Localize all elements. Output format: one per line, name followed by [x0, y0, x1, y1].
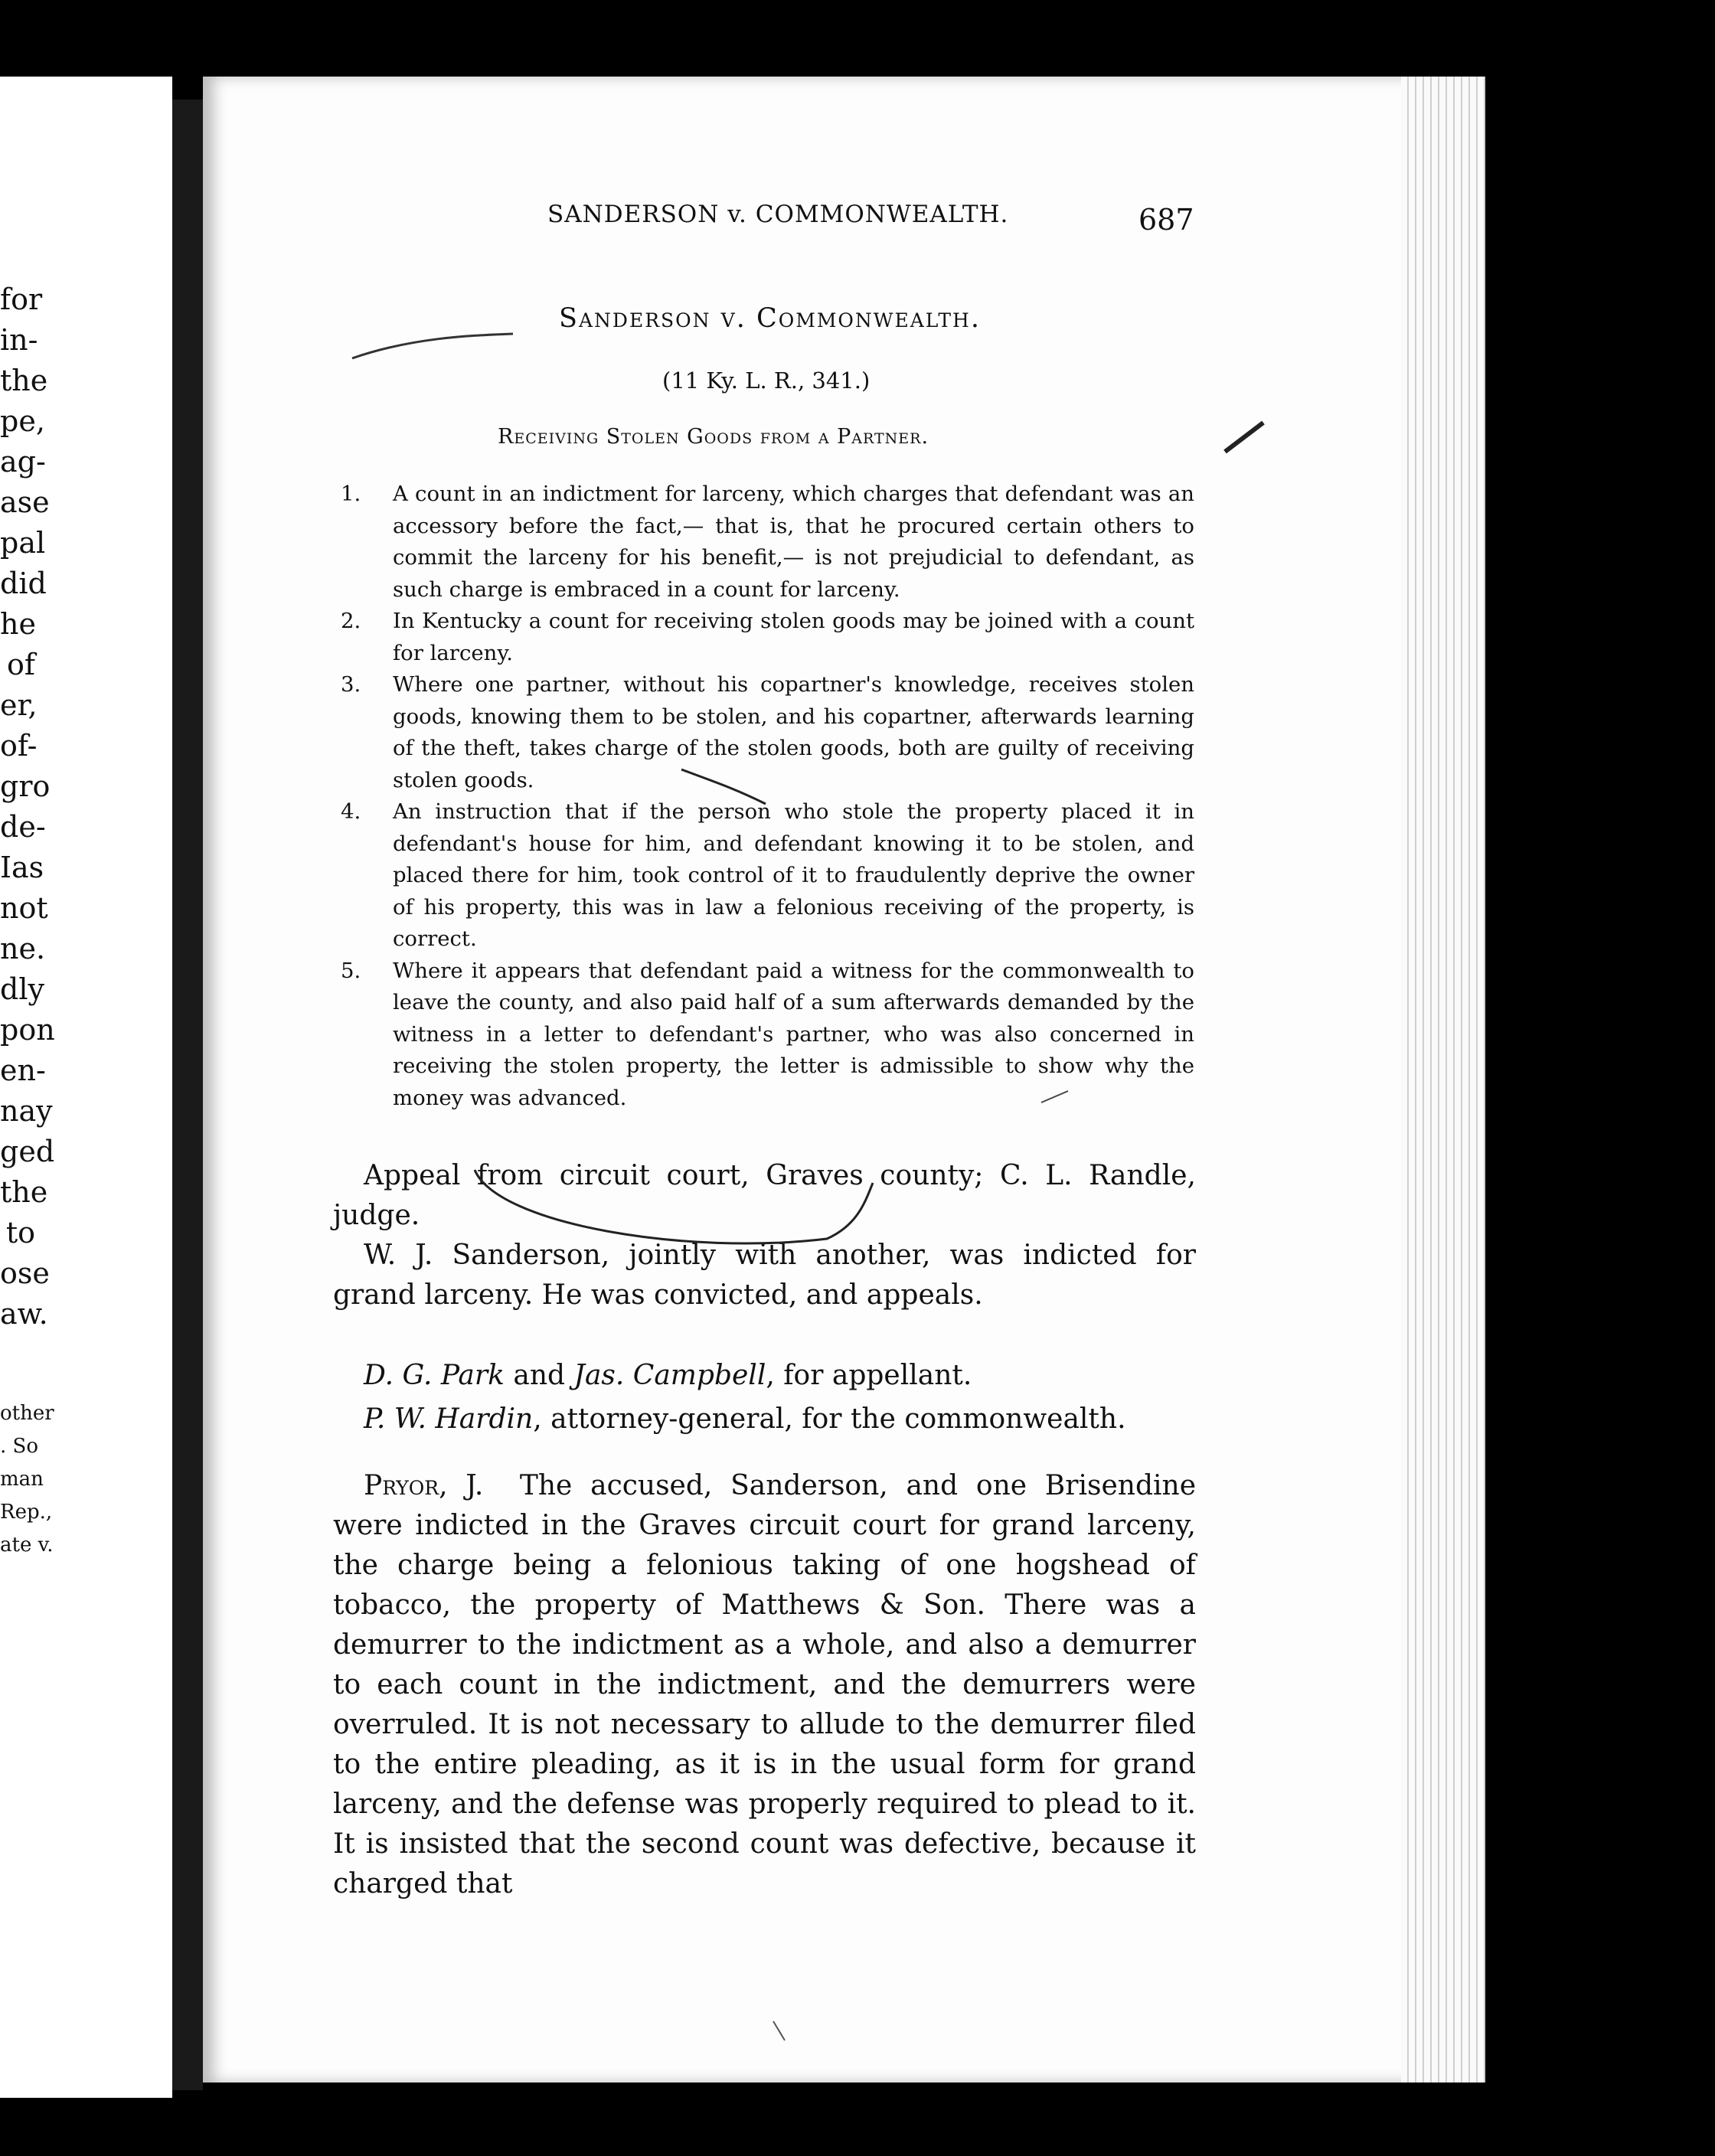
facing-page-fragment: other [0, 1402, 54, 1425]
facing-page-fragment: in- [0, 323, 38, 357]
counsel-name: D. G. Park [364, 1360, 505, 1391]
subject-heading: Receiving Stolen Goods from a Partner. [498, 425, 929, 449]
facing-page-fragment: of- [0, 729, 38, 763]
counsel-role: , attorney-general, for the commonwealth. [533, 1403, 1126, 1435]
headnote-number: 3. [341, 672, 361, 697]
facing-page-fragment: did [0, 567, 47, 600]
facing-page-fragment: he [0, 607, 36, 641]
facing-page-fragment: ase [0, 485, 50, 519]
headnote-text: An instruction that if the person who stole the property placed it in defendant's house for him, and defendant knowing it to be stolen, and placed there for him, took control of it to fraudulently deprive the owner of his property, this was in law a felonious receiving of the property, is correct. [393, 799, 1194, 951]
headnote-number: 1. [341, 482, 361, 506]
facing-page-fragment: nay [0, 1094, 53, 1128]
headnote-number: 2. [341, 609, 361, 633]
facing-page-fragment: en- [0, 1054, 46, 1087]
citation: (11 Ky. L. R., 341.) [662, 368, 871, 394]
headnote-text: A count in an indictment for larceny, which charges that defendant was an accessory before the fact,— that is, that he procured certain others to commit the larceny for his benefit,— is not prejudicial to defendant, as such charge is embraced in a count for larceny. [393, 482, 1194, 602]
facing-page-fragment: ate v. [0, 1534, 54, 1557]
facing-page-fragment: not [0, 891, 48, 925]
facing-page-fragment: ag- [0, 445, 46, 479]
indictment-line: W. J. Sanderson, jointly with another, was indicted for grand larceny. He was convicted, and appeals. [333, 1240, 1196, 1311]
facing-page-fragment: pal [0, 526, 46, 560]
facing-page-fragment: Rep., [0, 1501, 53, 1524]
counsel-role: , for appellant. [766, 1360, 972, 1391]
facing-page-fragment: to [5, 1216, 35, 1250]
counsel-name: Jas. Campbell [573, 1360, 766, 1391]
facing-page-fragment: er, [0, 688, 38, 722]
facing-page-fragment: pe, [0, 404, 45, 438]
headnote-text: In Kentucky a count for receiving stolen goods may be joined with a count for larceny. [393, 609, 1194, 665]
facing-page-fragment: ged [0, 1135, 55, 1168]
facing-page-fragment: the [0, 364, 48, 397]
headnote-text: Where one partner, without his copartner's knowledge, receives stolen goods, knowing them to be stolen, and his copartner, afterwards learning of the theft, takes charge of the stolen goods, both are guilty of receiving stolen goods. [393, 672, 1194, 792]
facing-page-fragment: dly [0, 972, 44, 1006]
facing-page-fragment: ose [0, 1256, 50, 1290]
counsel-joiner: and [504, 1360, 574, 1391]
facing-page-fragment: de- [0, 810, 46, 844]
opinion-judge: Pryor, J. [364, 1470, 484, 1501]
counsel-name: P. W. Hardin [364, 1403, 534, 1435]
facing-page-fragment: pon [0, 1013, 55, 1047]
page-number: 687 [1138, 203, 1194, 237]
case-title: Sanderson v. Commonwealth. [559, 303, 981, 334]
facing-page-fragment: the [0, 1175, 48, 1209]
opinion-text: The accused, Sanderson, and one Brisendine were indicted in the Graves circuit court for grand larceny, the charge being a felonious taking of one hogshead of tobacco, the property of Matthews & Son. There was a demurrer to the indictment as a whole, and also a demurrer to each count in the indictment, and the demurrers were overruled. It is not necessary to allude to the demurrer filed to the entire pleading, as it is in the usual form for grand larceny, and the defense was properly required to plead to it. It is insisted that the second count was defective, because it charged that [333, 1470, 1196, 1900]
headnote-number: 4. [341, 799, 361, 824]
facing-page-fragment: man [0, 1468, 44, 1491]
facing-page-fragment: Ias [0, 851, 44, 884]
facing-page-fragment: of [7, 648, 35, 681]
appeal-line: Appeal from circuit court, Graves county; C. L. Randle, judge. [333, 1160, 1196, 1231]
headnote-text: Where it appears that defendant paid a witness for the commonwealth to leave the county, and also paid half of a sum afterwards demanded by the witness in a letter to defendant's partner, who was also concerned in receiving the stolen property, the letter is admissible to show why the money was advanced. [393, 958, 1194, 1110]
facing-page-fragment: for [0, 283, 43, 316]
facing-page-fragment: ne. [0, 932, 46, 965]
facing-page-fragment: . So [0, 1435, 38, 1458]
facing-page-fragment: aw. [0, 1297, 48, 1331]
headnote-number: 5. [341, 958, 361, 983]
facing-page-fragment: gro [0, 769, 51, 803]
running-head: SANDERSON v. COMMONWEALTH. [547, 201, 1009, 228]
